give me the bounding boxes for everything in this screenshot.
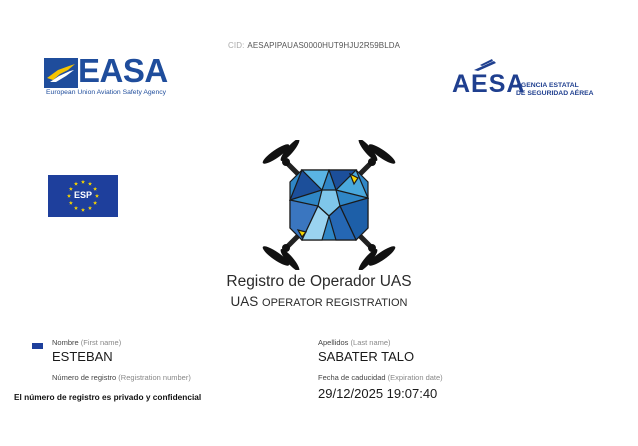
drone-illustration — [262, 140, 396, 270]
eu-star-icon — [81, 208, 85, 212]
mini-flag-icon — [32, 343, 43, 349]
last-name-value: SABATER TALO — [318, 349, 415, 364]
aesa-logo — [452, 58, 612, 98]
easa-logo — [44, 52, 184, 100]
cid-label: CID: — [228, 41, 245, 50]
cid-value: AESAPIPAUAS0000HUT9HJU2R59BLDA — [247, 41, 401, 50]
drone-icon — [262, 140, 396, 270]
easa-wordmark: EASA — [78, 52, 168, 89]
title-english — [0, 294, 638, 309]
eu-star-icon — [74, 182, 78, 186]
last-name-label — [318, 338, 391, 347]
aesa-subtitle-line2: DE SEGURIDAD AÉREA — [516, 90, 594, 97]
first-name-value: ESTEBAN — [52, 349, 113, 364]
privacy-notice: El número de registro es privado y confidencial — [14, 392, 202, 402]
easa-emblem-icon — [44, 58, 78, 88]
first-name-label — [52, 338, 121, 347]
eu-star-icon — [88, 182, 92, 186]
eu-flag — [48, 175, 118, 217]
expiry-label-en: (Expiration date) — [387, 373, 443, 382]
registration-label-es: Número de registro — [52, 373, 117, 382]
title-spanish: Registro de Operador UAS — [226, 273, 412, 290]
aesa-subtitle-line1: AGENCIA ESTATAL — [516, 82, 579, 89]
eu-star-icon — [88, 206, 92, 210]
aesa-wordmark: AESA — [452, 70, 526, 98]
eu-star-icon — [81, 180, 85, 184]
eu-star-icon — [69, 201, 73, 205]
last-name-label-en: (Last name) — [350, 338, 391, 347]
country-code: ESP — [73, 190, 92, 200]
title-english-prefix: UAS — [230, 294, 259, 309]
cid-line — [228, 41, 400, 50]
registration-label-en: (Registration number) — [118, 373, 191, 382]
expiry-date-value: 29/12/2025 19:07:40 — [318, 386, 438, 401]
title-english-smallcaps: OPERATOR REGISTRATION — [262, 297, 408, 309]
eu-star-icon — [93, 201, 97, 205]
last-name-label-es: Apellidos — [318, 338, 349, 347]
easa-subtitle: European Union Aviation Safety Agency — [46, 89, 167, 96]
expiry-label — [318, 373, 443, 382]
eu-star-icon — [74, 206, 78, 210]
first-name-label-en: (First name) — [80, 338, 122, 347]
registration-label — [52, 373, 191, 382]
expiry-label-es: Fecha de caducidad — [318, 373, 386, 382]
first-name-label-es: Nombre — [52, 338, 79, 347]
aesa-subtitle — [516, 82, 594, 98]
